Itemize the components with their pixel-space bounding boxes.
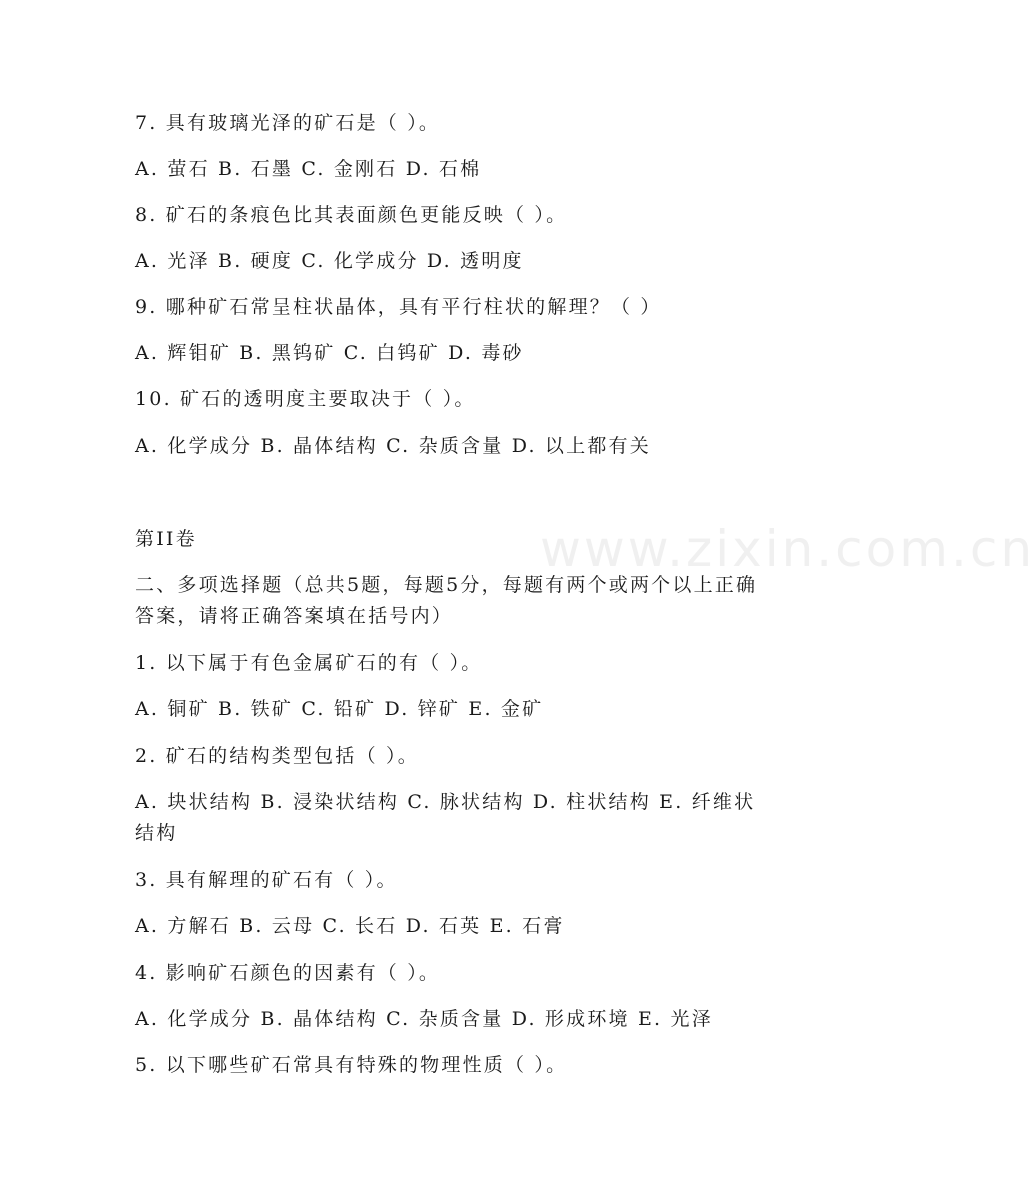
section-instructions: 二、多项选择题（总共5题，每题5分，每题有两个或两个以上正确答案，请将正确答案填在括号内） bbox=[135, 574, 758, 627]
mc-question-3: 3. 具有解理的矿石有（ ）。 bbox=[135, 869, 398, 891]
question-7-options: A. 萤石 B. 石墨 C. 金刚石 D. 石棉 bbox=[135, 158, 482, 180]
mc-question-5: 5. 以下哪些矿石常具有特殊的物理性质（ ）。 bbox=[135, 1054, 568, 1076]
question-10-options: A. 化学成分 B. 晶体结构 C. 杂质含量 D. 以上都有关 bbox=[135, 435, 651, 457]
question-10: 10. 矿石的透明度主要取决于（ ）。 bbox=[135, 388, 476, 410]
question-7: 7. 具有玻璃光泽的矿石是（ ）。 bbox=[135, 112, 441, 134]
watermark: www.zixin.com.cn bbox=[540, 520, 1035, 578]
question-8: 8. 矿石的条痕色比其表面颜色更能反映（ ）。 bbox=[135, 204, 568, 226]
question-9-options: A. 辉钼矿 B. 黑钨矿 C. 白钨矿 D. 毒砂 bbox=[135, 342, 524, 364]
mc-question-1: 1. 以下属于有色金属矿石的有（ ）。 bbox=[135, 652, 483, 674]
mc-question-1-options: A. 铜矿 B. 铁矿 C. 铅矿 D. 锌矿 E. 金矿 bbox=[135, 698, 544, 720]
mc-question-4: 4. 影响矿石颜色的因素有（ ）。 bbox=[135, 962, 441, 984]
mc-question-2: 2. 矿石的结构类型包括（ ）。 bbox=[135, 745, 419, 767]
mc-question-2-options: A. 块状结构 B. 浸染状结构 C. 脉状结构 D. 柱状结构 E. 纤维状结构 bbox=[135, 791, 756, 844]
question-9: 9. 哪种矿石常呈柱状晶体，具有平行柱状的解理？（ ） bbox=[135, 296, 662, 318]
mc-question-3-options: A. 方解石 B. 云母 C. 长石 D. 石英 E. 石膏 bbox=[135, 915, 565, 937]
mc-question-4-options: A. 化学成分 B. 晶体结构 C. 杂质含量 D. 形成环境 E. 光泽 bbox=[135, 1008, 713, 1030]
section-title: 第II卷 bbox=[135, 528, 197, 550]
question-8-options: A. 光泽 B. 硬度 C. 化学成分 D. 透明度 bbox=[135, 250, 524, 272]
